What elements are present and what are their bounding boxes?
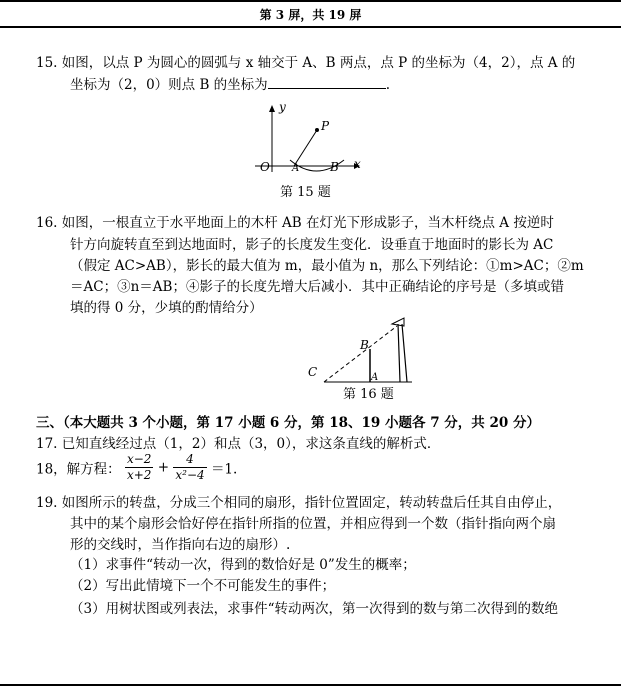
q18-prefix: 18，解方程： [36, 461, 121, 478]
bottom-rule [0, 684, 621, 686]
q16-lamp-post-right [402, 324, 407, 382]
q16-line3: （假定 AC>AB），影长的最大值为 m，最小值为 n，那么下列结论：①m>AC；②m [70, 258, 584, 274]
q15-label-o: O [260, 160, 270, 174]
q15-label-y: y [279, 100, 286, 114]
q19-line2: 其中的某个扇形会恰好停在指针所指的位置，并相应得到一个数（指针指向两个扇 [70, 516, 556, 532]
q15-label-p: P [321, 119, 330, 133]
header-rule [0, 26, 621, 28]
q16-line5: 填的得 0 分，少填的酌情给分） [70, 300, 263, 316]
q19-line3: 形的交线时，当作指向右边的扇形）. [70, 537, 291, 553]
q15-label-x: x [354, 157, 361, 171]
q15-line2-end: . [385, 77, 390, 93]
q15-label-a: A [292, 163, 300, 174]
q19-sub3: （3）用树状图或列表法，求事件“转动两次，第一次得到的数与第二次得到的数绝 [70, 601, 558, 617]
q19-sub1: （1）求事件“转动一次，得到的数恰好是 0”发生的概率； [70, 557, 416, 573]
q15-line2-text: 坐标为（2，0）则点 B 的坐标为 [70, 77, 268, 93]
q18-f1-numerator: x−2 [126, 452, 152, 466]
q16-line1: 16. 如图，一根直立于水平地面上的木杆 AB 在灯光下形成影子，当木杆绕点 A 按逆时 [36, 215, 554, 231]
q16-label-a: A [371, 372, 379, 383]
q16-label-c: C [308, 365, 318, 379]
q16-light-ray [324, 326, 397, 382]
q16-line4: ＝AC；③n＝AB；④影子的长度先增大后减小．其中正确结论的序号是（多填或错 [70, 279, 564, 295]
q15-radius [294, 130, 317, 166]
q15-caption: 第 15 题 [280, 185, 331, 200]
q16-line2: 针方向旋转直至到达地面时，影子的长度发生变化．设垂直于地面时的影长为 AC [70, 237, 554, 253]
q16-caption: 第 16 题 [343, 387, 394, 402]
q15-label-b: B [330, 160, 339, 174]
section3-heading: 三、（本大题共 3 个小题，第 17 小题 6 分，第 18、19 小题各 7 分，共 20 分） [36, 415, 540, 431]
q19-sub2: （2）写出此情境下一个不可能发生的事件； [70, 578, 336, 594]
q18-plus: + [157, 459, 170, 476]
q15-line1: 15. 如图，以点 P 为圆心的圆弧与 x 轴交于 A、B 两点，点 P 的坐标为（4，2），点 A 的 [36, 55, 576, 71]
q15-line2 [70, 73, 390, 93]
q18-f1-denominator: x+2 [126, 468, 152, 482]
q18-suffix: ＝1. [210, 461, 238, 478]
q18-fraction-2 [173, 452, 206, 483]
q18-fraction-1 [125, 452, 153, 483]
q19-line1: 19. 如图所示的转盘，分成三个相同的扇形，指针位置固定，转动转盘后任其自由停止， [36, 495, 562, 511]
q18-f2-denominator: x²−4 [175, 468, 205, 482]
q18-equation [36, 452, 237, 483]
page-header: 第 3 屏，共 19 屏 [259, 8, 362, 22]
q16-lamp-post-left [398, 324, 400, 382]
q16-figure [300, 312, 430, 384]
q15-figure [250, 98, 370, 174]
q17-text: 17. 已知直线经过点（1，2）和点（3，0），求这条直线的解析式． [36, 436, 441, 452]
q18-f2-numerator: 4 [173, 452, 206, 468]
q16-label-b: B [360, 338, 369, 352]
q15-answer-blank [268, 76, 386, 89]
top-rule [0, 0, 621, 2]
